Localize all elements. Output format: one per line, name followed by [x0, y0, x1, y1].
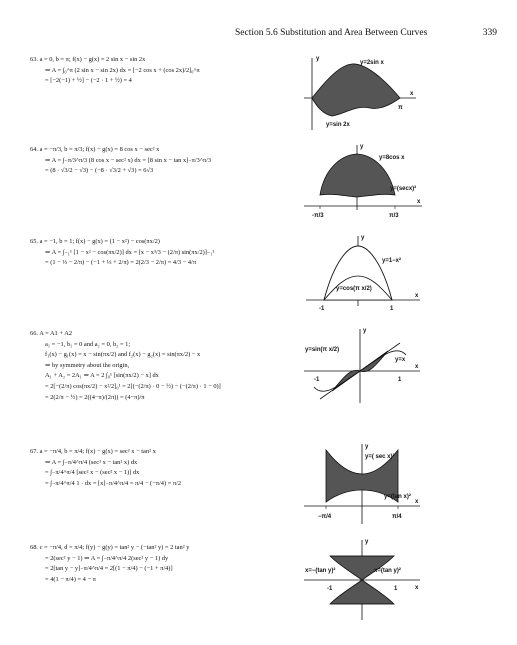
problem-68-line-2: = 2(sec² y − 1) ⇒ A = ∫₋π/4^π/4 2(sec² y − 1) dy	[45, 554, 169, 562]
figure-67-label-y: y	[365, 444, 369, 450]
problem-65-line-3: = (1 − ⅓ − 2/π) − (−1 + ⅓ + 2/π) = 2(2/3 − 2/π) = 4/3 − 4/π	[45, 259, 197, 267]
figure-67-label-tan: y=(tan x)²	[384, 494, 411, 500]
problem-65-line-1: 65. a = −1, b = 1; f(x) − g(x) = (1 − x²) − cos(πx/2)	[30, 238, 160, 245]
figure-67	[300, 440, 425, 530]
figure-64-label-bottom-curve: y=(secx)²	[390, 186, 417, 192]
problem-65	[30, 237, 292, 269]
problem-66-line-7: = 2(2/π − ½) = 2((4−π)/(2π)) = (4−π)/π	[45, 393, 145, 401]
problem-64	[30, 145, 292, 177]
figure-66-label-sine: y=sin(π x/2)	[305, 347, 340, 353]
problem-67-line-4: = ∫₋π/4^π/4 1 · dx = [x]₋π/4^π/4 = π/4 − (−π/4) = π/2	[45, 479, 182, 487]
problem-66-line-3: f₁(x) − g₁(x) = x − sin(πx/2) and f₂(x) − g₂(x) = sin(πx/2) − x	[45, 351, 201, 359]
problem-66-line-6: = 2[−(2/π) cos(πx/2) − x²/2]₀¹ = 2[(−(2/π) · 0 − ½) − (−(2/π) · 1 − 0)]	[45, 382, 221, 390]
figure-63-label-y: y	[316, 56, 320, 62]
problem-66-line-2: a₁ = −1, b₁ = 0 and a₂ = 0, b₂ = 1;	[45, 340, 131, 348]
figure-66-label-1: 1	[398, 377, 402, 383]
figure-65	[300, 232, 425, 320]
figure-67-label-pi-4: π/4	[392, 514, 402, 520]
problem-63	[30, 55, 292, 87]
figure-68-label-1: 1	[394, 586, 398, 592]
figure-65-label-top-curve: y=1−x²	[382, 258, 402, 264]
figure-66-label-y: y	[363, 328, 367, 334]
figure-63-label-x: x	[410, 91, 414, 97]
figure-65-label-1: 1	[390, 306, 394, 312]
figure-63-label-pi: π	[398, 105, 403, 111]
figure-67-label-x: x	[415, 499, 419, 505]
problem-66-line-4: ⇒ by symmetry about the origin,	[45, 361, 130, 369]
problem-68-line-4: = 4(1 − π/4) = 4 − π	[45, 575, 96, 583]
problem-66-line-5: A₁ + A₂ = 2A₁ ⇒ A = 2 ∫₀¹ [sin(πx/2) − x] dx	[45, 372, 159, 380]
figure-65-label-y: y	[361, 235, 365, 241]
figure-66	[300, 325, 425, 415]
problem-64-line-2: ⇒ A = ∫₋π/3^π/3 (8 cos x − sec² x) dx = [8 sin x − tan x]₋π/3^π/3	[45, 156, 212, 164]
figure-68	[300, 536, 425, 628]
figure-67-label-neg-pi-4: −π/4	[318, 514, 332, 520]
figure-63	[300, 50, 420, 138]
figure-64-label-pi-3: π/3	[389, 213, 399, 219]
figure-64-label-y: y	[360, 144, 364, 150]
problem-67-line-3: = ∫₋π/4^π/4 [sec² x − (sec² x − 1)] dx	[45, 469, 140, 477]
problem-63-line-2: ⇒ A = ∫₀^π (2 sin x − sin 2x) dx = [−2 cos x + (cos 2x)/2]₀^π	[45, 66, 200, 74]
page-number: 339	[482, 28, 497, 38]
page-header	[235, 28, 497, 38]
figure-66-label-x: x	[415, 364, 419, 370]
problem-64-line-3: = (8 · √3/2 − √3) − (−8 · √3/2 + √3) = 6√3	[45, 167, 154, 175]
figure-67-label-sec: y=( sec x)²	[365, 454, 395, 460]
figure-63-shaded-region	[312, 64, 400, 116]
figure-64-label-top-curve: y=8cos x	[379, 155, 405, 161]
figure-66-label-neg1: -1	[314, 377, 320, 383]
problem-68	[30, 543, 292, 585]
figure-68-shaded-bottom	[330, 580, 394, 604]
figure-66-label-line: y=x	[395, 357, 406, 363]
figure-68-label-left-curve: x=−(tan y)²	[305, 568, 336, 574]
figure-68-label-right-curve: x=(tan y)²	[374, 568, 401, 574]
problem-64-line-1: 64. a = −π/3, b = π/3; f(x) − g(x) = 8 cos x − sec² x	[30, 146, 160, 153]
problem-67	[30, 447, 292, 489]
problem-66	[30, 329, 292, 403]
problem-68-line-3: = 2[tan y − y]₋π/4^π/4 = 2[(1 − π/4) − (−1 + π/4)]	[45, 565, 173, 573]
figure-63-label-top-curve: y=2sin x	[360, 60, 384, 66]
figure-65-label-inner-curve: y=cos(π x/2)	[336, 286, 372, 292]
problem-68-line-1: 68. c = −π/4, d = π/4; f(y) − g(y) = tan² y − (−tan² y) = 2 tan² y	[30, 544, 190, 551]
figure-65-label-x: x	[415, 293, 419, 299]
figure-64-label-x: x	[417, 199, 421, 205]
figure-65-label-neg1: -1	[319, 306, 325, 312]
problem-63-line-3: = [−2(−1) + ½] − (−2 · 1 + ½) = 4	[45, 77, 132, 85]
problem-67-line-2: ⇒ A = ∫₋π/4^π/4 (sec² x − tan² x) dx	[45, 458, 138, 466]
figure-64	[300, 140, 425, 226]
figure-68-label-y: y	[365, 539, 369, 545]
problem-66-line-1: 66. A = A1 + A2	[30, 330, 73, 337]
figure-64-label-neg-pi-3: -π/3	[312, 213, 324, 219]
problem-65-line-2: ⇒ A = ∫₋₁¹ [1 − x² − cos(πx/2)] dx = [x − x³/3 − (2/π) sin(πx/2)]₋₁¹	[45, 248, 215, 256]
figure-68-label-x: x	[415, 585, 419, 591]
problem-63-line-1: 63. a = 0, b = π; f(x) − g(x) = 2 sin x − sin 2x	[30, 56, 146, 63]
problem-67-line-1: 67. a = −π/4, b = π/4; f(x) − g(x) = sec² x − tan² x	[30, 448, 156, 455]
figure-63-label-bottom-curve: y=sin 2x	[326, 122, 350, 128]
section-title: Section 5.6 Substitution and Area Between Curves	[235, 28, 428, 38]
figure-68-label-neg1: -1	[327, 586, 333, 592]
